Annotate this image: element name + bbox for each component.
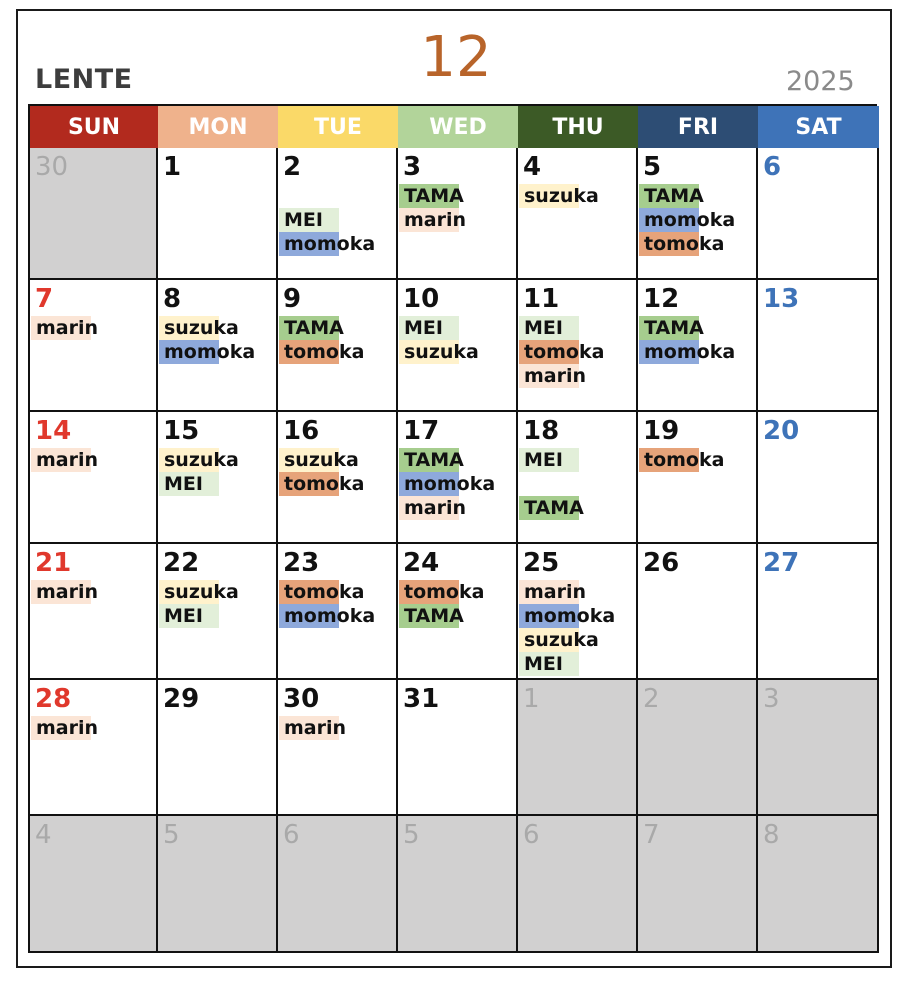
event-label: MEI — [524, 317, 563, 339]
event-label: marin — [404, 209, 467, 231]
day-number: 30 — [35, 152, 69, 182]
event-mei[interactable] — [519, 448, 563, 472]
event-marin[interactable] — [519, 580, 586, 604]
event-marin[interactable] — [31, 716, 98, 740]
event-marin[interactable] — [31, 448, 98, 472]
day-number: 21 — [35, 548, 72, 578]
day-number: 1 — [523, 684, 540, 714]
event-label: suzuka — [524, 629, 599, 651]
event-suzuka[interactable] — [399, 340, 479, 364]
day-number: 31 — [403, 684, 440, 714]
event-label: suzuka — [284, 449, 359, 471]
calendar-day[interactable] — [638, 544, 758, 680]
event-marin[interactable] — [519, 364, 586, 388]
day-number: 25 — [523, 548, 560, 578]
event-tama[interactable] — [399, 448, 464, 472]
day-number: 15 — [163, 416, 200, 446]
event-tomoka[interactable] — [399, 580, 484, 604]
event-marin[interactable] — [399, 208, 466, 232]
calendar-day[interactable] — [158, 280, 278, 412]
event-label: MEI — [284, 209, 323, 231]
day-number: 24 — [403, 548, 440, 578]
day-number: 26 — [643, 548, 680, 578]
event-label: MEI — [164, 605, 203, 627]
day-number: 5 — [403, 820, 420, 850]
event-label: suzuka — [164, 317, 239, 339]
day-number: 22 — [163, 548, 200, 578]
event-label: MEI — [404, 317, 443, 339]
calendar-day-outside[interactable] — [758, 816, 879, 953]
day-number: 12 — [643, 284, 680, 314]
event-label: momoka — [644, 341, 736, 363]
calendar-day-outside[interactable] — [158, 816, 278, 953]
event-marin[interactable] — [31, 316, 98, 340]
day-number: 8 — [763, 820, 780, 850]
event-label: tomoka — [284, 473, 365, 495]
event-label: suzuka — [524, 185, 599, 207]
weekday-sun: SUN — [30, 106, 158, 148]
calendar-day[interactable] — [758, 280, 879, 412]
event-momoka[interactable] — [639, 340, 735, 364]
day-number: 20 — [763, 416, 800, 446]
calendar-day[interactable] — [518, 280, 638, 412]
calendar-day[interactable] — [758, 544, 879, 680]
calendar-day[interactable] — [30, 412, 158, 544]
event-label: TAMA — [524, 497, 584, 519]
event-label: suzuka — [404, 341, 479, 363]
weekday-thu: THU — [518, 106, 638, 148]
calendar-day-outside[interactable] — [518, 680, 638, 816]
day-number: 13 — [763, 284, 800, 314]
calendar-day-outside[interactable] — [398, 816, 518, 953]
calendar-day[interactable] — [30, 680, 158, 816]
day-number: 19 — [643, 416, 680, 446]
day-number: 29 — [163, 684, 200, 714]
event-tama[interactable] — [519, 496, 584, 520]
day-number: 27 — [763, 548, 800, 578]
calendar-day[interactable] — [30, 280, 158, 412]
event-suzuka[interactable] — [159, 580, 239, 604]
event-label: suzuka — [164, 449, 239, 471]
event-tomoka[interactable] — [639, 232, 724, 256]
day-number: 23 — [283, 548, 320, 578]
calendar-day[interactable] — [158, 412, 278, 544]
event-momoka[interactable] — [399, 472, 495, 496]
calendar-day[interactable] — [398, 680, 518, 816]
calendar-day[interactable] — [518, 412, 638, 544]
calendar-day[interactable] — [158, 680, 278, 816]
event-mei[interactable] — [519, 316, 563, 340]
weekday-header — [28, 104, 877, 150]
calendar-day[interactable] — [758, 412, 879, 544]
event-mei[interactable] — [279, 208, 323, 232]
day-number: 5 — [163, 820, 180, 850]
day-number: 2 — [283, 152, 302, 182]
day-number: 9 — [283, 284, 302, 314]
event-label: TAMA — [404, 185, 464, 207]
calendar-day[interactable] — [758, 148, 879, 280]
event-suzuka[interactable] — [159, 448, 239, 472]
calendar-day[interactable] — [638, 280, 758, 412]
event-label: suzuka — [164, 581, 239, 603]
event-marin[interactable] — [31, 580, 98, 604]
calendar-day-outside[interactable] — [758, 680, 879, 816]
calendar-day-outside[interactable] — [518, 816, 638, 953]
day-number: 10 — [403, 284, 440, 314]
calendar-day-outside[interactable] — [638, 816, 758, 953]
day-number: 4 — [523, 152, 542, 182]
event-label: tomoka — [284, 581, 365, 603]
calendar-day[interactable] — [638, 148, 758, 280]
calendar-day[interactable] — [398, 148, 518, 280]
event-label: marin — [284, 717, 347, 739]
day-number: 5 — [643, 152, 662, 182]
day-number: 17 — [403, 416, 440, 446]
calendar-day[interactable] — [278, 680, 398, 816]
month-title: 12 — [420, 25, 492, 90]
event-label: MEI — [524, 653, 563, 675]
day-number: 6 — [523, 820, 540, 850]
calendar-day[interactable] — [30, 544, 158, 680]
day-number: 14 — [35, 416, 72, 446]
day-number: 7 — [35, 284, 54, 314]
brand-title: LENTE — [35, 64, 133, 95]
event-momoka[interactable] — [279, 232, 375, 256]
day-number: 6 — [283, 820, 300, 850]
weekday-tue: TUE — [278, 106, 398, 148]
calendar-day[interactable] — [158, 544, 278, 680]
event-label: MEI — [524, 449, 563, 471]
event-tama[interactable] — [399, 184, 464, 208]
calendar-day[interactable] — [278, 280, 398, 412]
event-label: marin — [36, 449, 99, 471]
day-number: 28 — [35, 684, 72, 714]
event-tama[interactable] — [399, 604, 464, 628]
event-label: momoka — [404, 473, 496, 495]
event-label: marin — [36, 581, 99, 603]
event-marin[interactable] — [279, 716, 346, 740]
calendar-day[interactable] — [638, 412, 758, 544]
event-label: momoka — [284, 233, 376, 255]
calendar-day[interactable] — [278, 412, 398, 544]
event-suzuka[interactable] — [519, 184, 599, 208]
event-momoka[interactable] — [519, 604, 615, 628]
calendar-day-outside[interactable] — [278, 816, 398, 953]
weekday-wed: WED — [398, 106, 518, 148]
event-label: marin — [404, 497, 467, 519]
event-label: marin — [36, 717, 99, 739]
calendar-day-outside[interactable] — [30, 148, 158, 280]
event-mei[interactable] — [519, 652, 563, 676]
event-momoka[interactable] — [639, 208, 735, 232]
day-number: 30 — [283, 684, 320, 714]
event-mei[interactable] — [399, 316, 443, 340]
weekday-mon: MON — [158, 106, 278, 148]
event-label: momoka — [644, 209, 736, 231]
event-tama[interactable] — [279, 316, 344, 340]
calendar-day[interactable] — [398, 280, 518, 412]
day-number: 11 — [523, 284, 560, 314]
event-tomoka[interactable] — [279, 340, 364, 364]
calendar-day[interactable] — [518, 148, 638, 280]
weekday-fri: FRI — [638, 106, 758, 148]
day-number: 2 — [643, 684, 660, 714]
event-label: TAMA — [404, 605, 464, 627]
event-label: TAMA — [644, 317, 704, 339]
event-label: tomoka — [524, 341, 605, 363]
event-label: TAMA — [404, 449, 464, 471]
weekday-sat: SAT — [758, 106, 879, 148]
day-number: 4 — [35, 820, 52, 850]
day-number: 8 — [163, 284, 182, 314]
event-label: momoka — [164, 341, 256, 363]
calendar-day[interactable] — [278, 544, 398, 680]
day-number: 3 — [763, 684, 780, 714]
event-suzuka[interactable] — [519, 628, 599, 652]
day-number: 1 — [163, 152, 182, 182]
event-label: momoka — [524, 605, 616, 627]
event-label: tomoka — [644, 233, 725, 255]
day-number: 18 — [523, 416, 560, 446]
event-label: tomoka — [404, 581, 485, 603]
calendar-day-outside[interactable] — [30, 816, 158, 953]
calendar-grid — [28, 148, 877, 953]
event-tama[interactable] — [639, 184, 704, 208]
event-momoka[interactable] — [159, 340, 255, 364]
event-label: marin — [524, 581, 587, 603]
day-number: 3 — [403, 152, 422, 182]
event-label: marin — [36, 317, 99, 339]
event-tomoka[interactable] — [639, 448, 724, 472]
event-label: marin — [524, 365, 587, 387]
event-label: tomoka — [644, 449, 725, 471]
event-label: TAMA — [644, 185, 704, 207]
event-suzuka[interactable] — [279, 448, 359, 472]
year-label: 2025 — [786, 66, 855, 97]
calendar-day-outside[interactable] — [638, 680, 758, 816]
day-number: 6 — [763, 152, 782, 182]
event-mei[interactable] — [159, 472, 203, 496]
event-label: TAMA — [284, 317, 344, 339]
event-label: momoka — [284, 605, 376, 627]
event-tomoka[interactable] — [519, 340, 604, 364]
calendar-day[interactable] — [278, 148, 398, 280]
event-momoka[interactable] — [279, 604, 375, 628]
event-tama[interactable] — [639, 316, 704, 340]
event-tomoka[interactable] — [279, 472, 364, 496]
event-tomoka[interactable] — [279, 580, 364, 604]
calendar-day[interactable] — [518, 544, 638, 680]
event-mei[interactable] — [159, 604, 203, 628]
event-label: MEI — [164, 473, 203, 495]
event-suzuka[interactable] — [159, 316, 239, 340]
day-number: 7 — [643, 820, 660, 850]
day-number: 16 — [283, 416, 320, 446]
calendar-day[interactable] — [158, 148, 278, 280]
event-marin[interactable] — [399, 496, 466, 520]
event-label: tomoka — [284, 341, 365, 363]
calendar-day[interactable] — [398, 412, 518, 544]
calendar-day[interactable] — [398, 544, 518, 680]
